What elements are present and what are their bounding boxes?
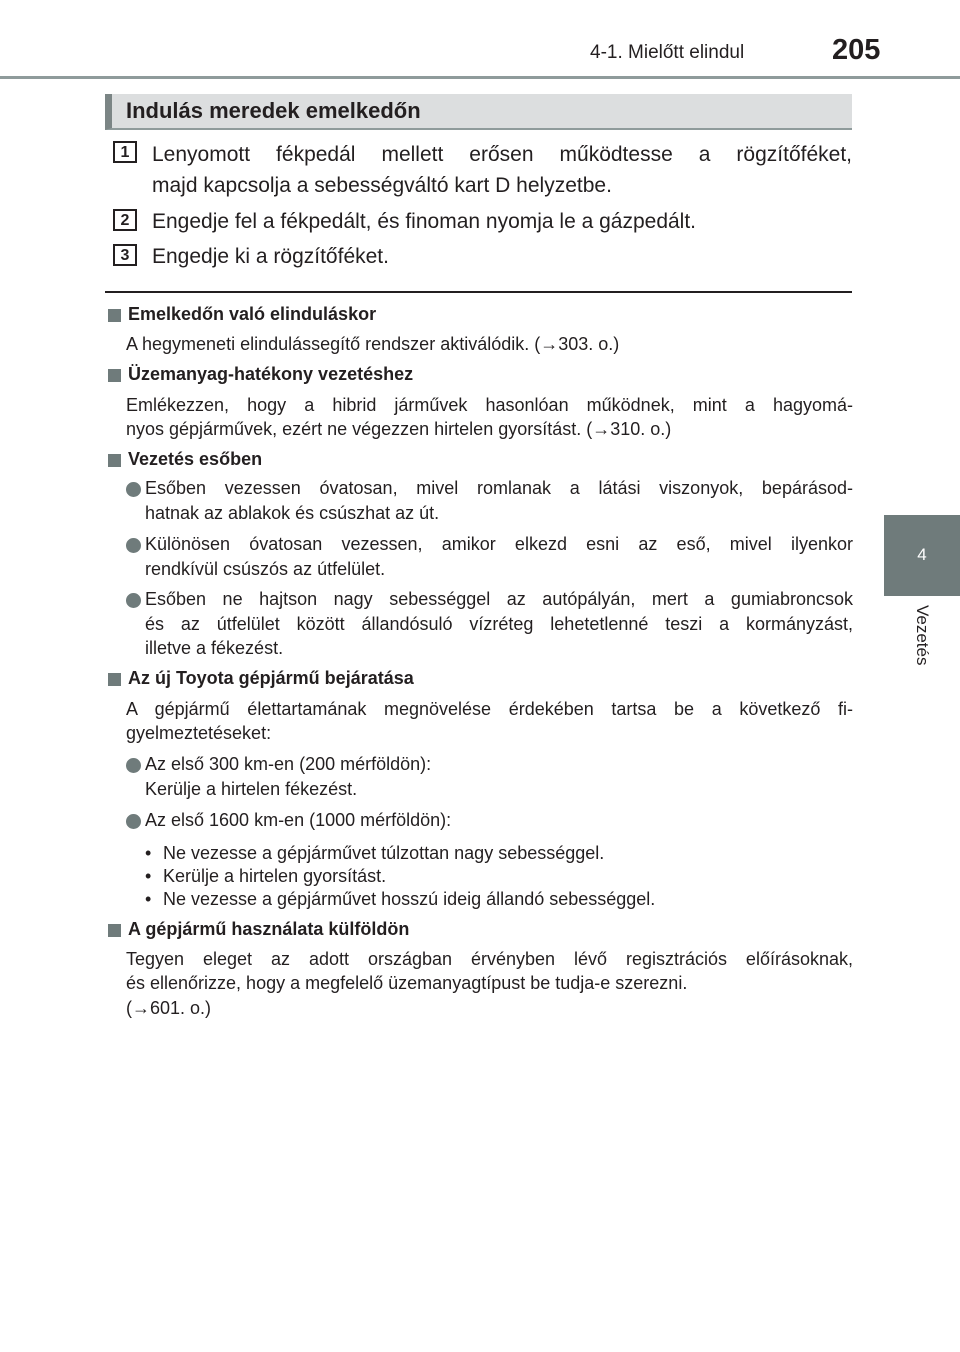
note-text-hill-start: A hegymeneti elindulássegítő rendszer aktiválódik. (→303. o.) xyxy=(126,334,620,354)
break-in-item-2: Kerülje a hirtelen gyorsítást. xyxy=(163,866,387,886)
section-title-bar xyxy=(105,94,852,130)
list-bullet: • xyxy=(145,889,152,909)
square-bullet-icon xyxy=(108,454,121,467)
break-in-text-line-1: A gépjármű élettartamának megnövelése érdekében tartsa be a következő fi- xyxy=(126,699,853,719)
chapter-tab[interactable] xyxy=(884,515,960,596)
break-in-text-line-2: gyelmeztetéseket: xyxy=(126,723,272,743)
note-title-abroad: A gépjármű használata külföldön xyxy=(128,919,410,939)
break-in-item-3: Ne vezesse a gépjárművet hosszú ideig állandó sebességgel. xyxy=(163,889,656,909)
round-bullet-icon xyxy=(126,758,141,773)
step-1-line-2: majd kapcsolja a sebességváltó kart D helyzetbe. xyxy=(152,174,612,197)
section-title: Indulás meredek emelkedőn xyxy=(126,98,421,123)
round-bullet-icon xyxy=(126,814,141,829)
rain-bullet-1-line-2: hatnak az ablakok és csúszhat az út. xyxy=(145,503,440,523)
note-title-break-in: Az új Toyota gépjármű bejáratása xyxy=(128,668,414,688)
step-1-line-1: Lenyomott fékpedál mellett erősen működtesse a rögzítőféket, xyxy=(152,143,852,166)
square-bullet-icon xyxy=(108,924,121,937)
square-bullet-icon xyxy=(108,369,121,382)
round-bullet-icon xyxy=(126,593,141,608)
section-divider xyxy=(105,291,852,293)
rain-bullet-3-line-1: Esőben ne hajtson nagy sebességgel az autópályán, mert a gumiabroncsok xyxy=(145,589,853,609)
rain-bullet-3-line-3: illetve a fékezést. xyxy=(145,638,284,658)
header-divider xyxy=(0,76,960,79)
break-in-bullet-1-line-1: Az első 300 km-en (200 mérföldön): xyxy=(145,754,432,774)
square-bullet-icon xyxy=(108,309,121,322)
step-3-text: Engedje ki a rögzítőféket. xyxy=(152,245,389,268)
break-in-item-1: Ne vezesse a gépjárművet túlzottan nagy sebességgel. xyxy=(163,843,605,863)
round-bullet-icon xyxy=(126,482,141,497)
rain-bullet-2-line-2: rendkívül csúszós az útfelület. xyxy=(145,559,386,579)
note-title-rain: Vezetés esőben xyxy=(128,449,263,469)
step-number-3: 3 xyxy=(113,244,137,266)
chapter-number: 4 xyxy=(917,545,927,564)
step-number-2: 2 xyxy=(113,209,137,231)
step-number-1: 1 xyxy=(113,141,137,163)
abroad-text-line-3: (→601. o.) xyxy=(126,998,212,1018)
note-title-fuel: Üzemanyag-hatékony vezetéshez xyxy=(128,364,414,384)
square-bullet-icon xyxy=(108,673,121,686)
round-bullet-icon xyxy=(126,538,141,553)
break-in-bullet-2: Az első 1600 km-en (1000 mérföldön): xyxy=(145,810,452,830)
break-in-bullet-1-line-2: Kerülje a hirtelen fékezést. xyxy=(145,779,358,799)
list-bullet: • xyxy=(145,866,152,886)
rain-bullet-3-line-2: és az útfelület között állandósuló vízréteg lehetetlenné teszi a kormányzást, xyxy=(145,614,853,634)
note-text-fuel-line-2: nyos gépjárművek, ezért ne végezzen hirtelen gyorsítást. (→310. o.) xyxy=(126,419,672,439)
abroad-text-line-2: és ellenőrizze, hogy a megfelelő üzemanyagtípust be tudja-e szerezni. xyxy=(126,973,688,993)
note-title-hill-start: Emelkedőn való elinduláskor xyxy=(128,304,377,324)
rain-bullet-2-line-1: Különösen óvatosan vezessen, amikor elkezd esni az eső, mivel ilyenkor xyxy=(145,534,853,554)
note-text-fuel-line-1: Emlékezzen, hogy a hibrid járművek hasonlóan működnek, mint a hagyomá- xyxy=(126,395,853,415)
chapter-label: Vezetés xyxy=(913,605,932,666)
step-2-text: Engedje fel a fékpedált, és finoman nyomja le a gázpedált. xyxy=(152,210,697,233)
list-bullet: • xyxy=(145,843,152,863)
rain-bullet-1-line-1: Esőben vezessen óvatosan, mivel romlanak a látási viszonyok, bepárásod- xyxy=(145,478,853,498)
section-heading: 4-1. Mielőtt elindul xyxy=(590,42,745,63)
page-number: 205 xyxy=(832,34,881,66)
abroad-text-line-1: Tegyen eleget az adott országban érvényben lévő regisztrációs előírásoknak, xyxy=(126,949,853,969)
